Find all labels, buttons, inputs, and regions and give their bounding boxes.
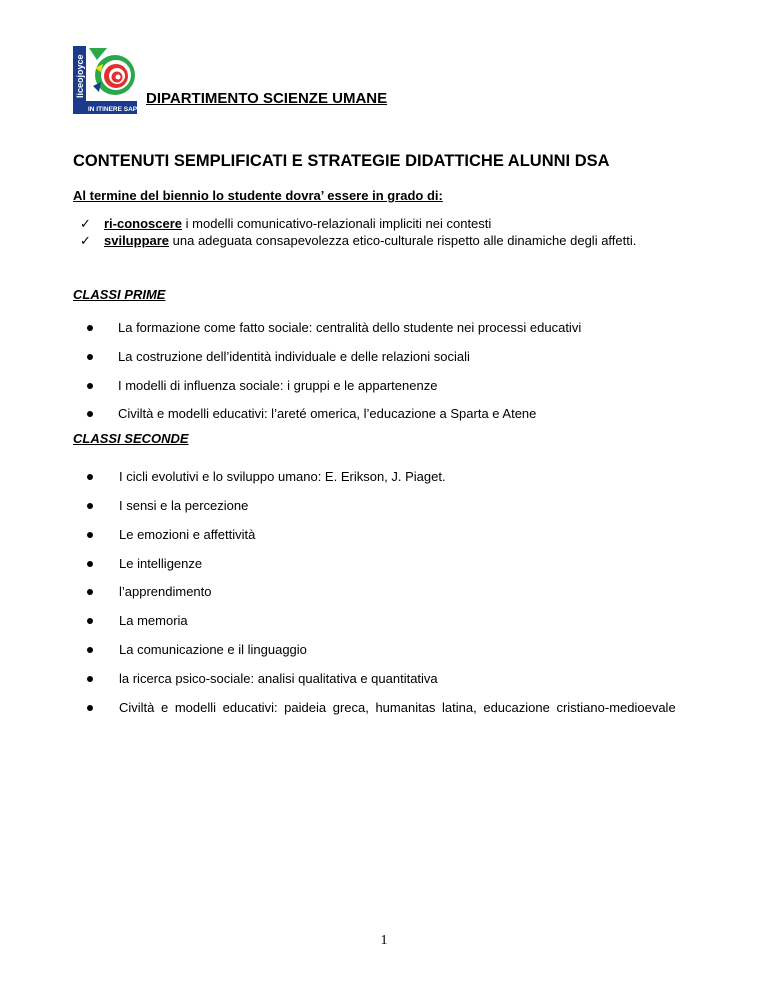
list-item (87, 526, 702, 544)
list-item-text: la ricerca psico-sociale: analisi qualitativa e quantitativa (119, 671, 438, 686)
bullet-icon (87, 503, 93, 509)
list-item (87, 377, 702, 395)
logo-text-bottom: IN ITINERE SAPIENTIA (88, 106, 159, 113)
page-title: CONTENUTI SEMPLIFICATI E STRATEGIE DIDATTICHE ALUNNI DSA (73, 152, 610, 170)
list-item-text: La comunicazione e il linguaggio (119, 642, 307, 657)
school-logo (73, 46, 159, 114)
list-item-text: La formazione come fatto sociale: centralità dello studente nei processi educativi (118, 320, 582, 335)
list-item (87, 699, 702, 717)
department-title: DIPARTIMENTO SCIENZE UMANE (146, 90, 388, 107)
goals-list (80, 215, 700, 249)
list-item-text: Civiltà e modelli educativi: paideia greca, humanitas latina, educazione cristiano-medioevale (119, 700, 676, 715)
goal-text: una adeguata consapevolezza etico-culturale rispetto alle dinamiche degli affetti. (169, 233, 637, 248)
section-heading-classi-prime: CLASSI PRIME (73, 287, 166, 302)
list-item (87, 641, 702, 659)
spiral-logo-icon (73, 46, 159, 114)
list-item (87, 670, 702, 688)
bullet-icon (87, 589, 93, 595)
list-item (87, 555, 702, 573)
list-item (87, 405, 702, 423)
list-item (87, 348, 702, 366)
bullet-icon (87, 411, 93, 417)
list-item-text: Le emozioni e affettività (119, 527, 256, 542)
page-number: 1 (380, 933, 388, 948)
list-item (87, 468, 702, 486)
list-item (87, 319, 702, 337)
bullet-icon (87, 383, 93, 389)
logo-text-top: liceojoyce (75, 54, 85, 98)
list-item-text: Le intelligenze (119, 556, 203, 571)
list-item-text: I modelli di influenza sociale: i gruppi e le appartenenze (118, 378, 438, 393)
goal-keyword: sviluppare (104, 233, 170, 248)
section-heading-classi-seconde: CLASSI SECONDE (73, 431, 189, 446)
bullet-icon (87, 325, 93, 331)
list-item-text: I sensi e la percezione (119, 498, 249, 513)
list-item-text: Civiltà e modelli educativi: l’areté omerica, l’educazione a Sparta e Atene (118, 406, 537, 421)
bullet-icon (87, 474, 93, 480)
bullet-icon (87, 561, 93, 567)
goal-keyword: ri-conoscere (104, 216, 183, 231)
list-item (87, 612, 702, 630)
bullet-icon (87, 532, 93, 538)
bullet-icon (87, 705, 93, 711)
intro-statement: Al termine del biennio lo studente dovra’ essere in grado di: (73, 188, 443, 203)
list-item-text: La memoria (119, 613, 188, 628)
checkmark-icon: ✓ (80, 216, 91, 231)
goal-item (80, 232, 700, 249)
list-item-text: La costruzione dell’identità individuale e delle relazioni sociali (118, 349, 470, 364)
bullet-icon (87, 618, 93, 624)
checkmark-icon: ✓ (80, 233, 91, 248)
list-item-text: l’apprendimento (119, 584, 212, 599)
bullet-icon (87, 647, 93, 653)
bullet-icon (87, 676, 93, 682)
list-item (87, 497, 702, 515)
bullet-icon (87, 354, 93, 360)
list-item-text: I cicli evolutivi e lo sviluppo umano: E. Erikson, J. Piaget. (119, 469, 446, 484)
goal-item (80, 215, 700, 232)
list-item (87, 583, 702, 601)
goal-text: i modelli comunicativo-relazionali impliciti nei contesti (182, 216, 492, 231)
